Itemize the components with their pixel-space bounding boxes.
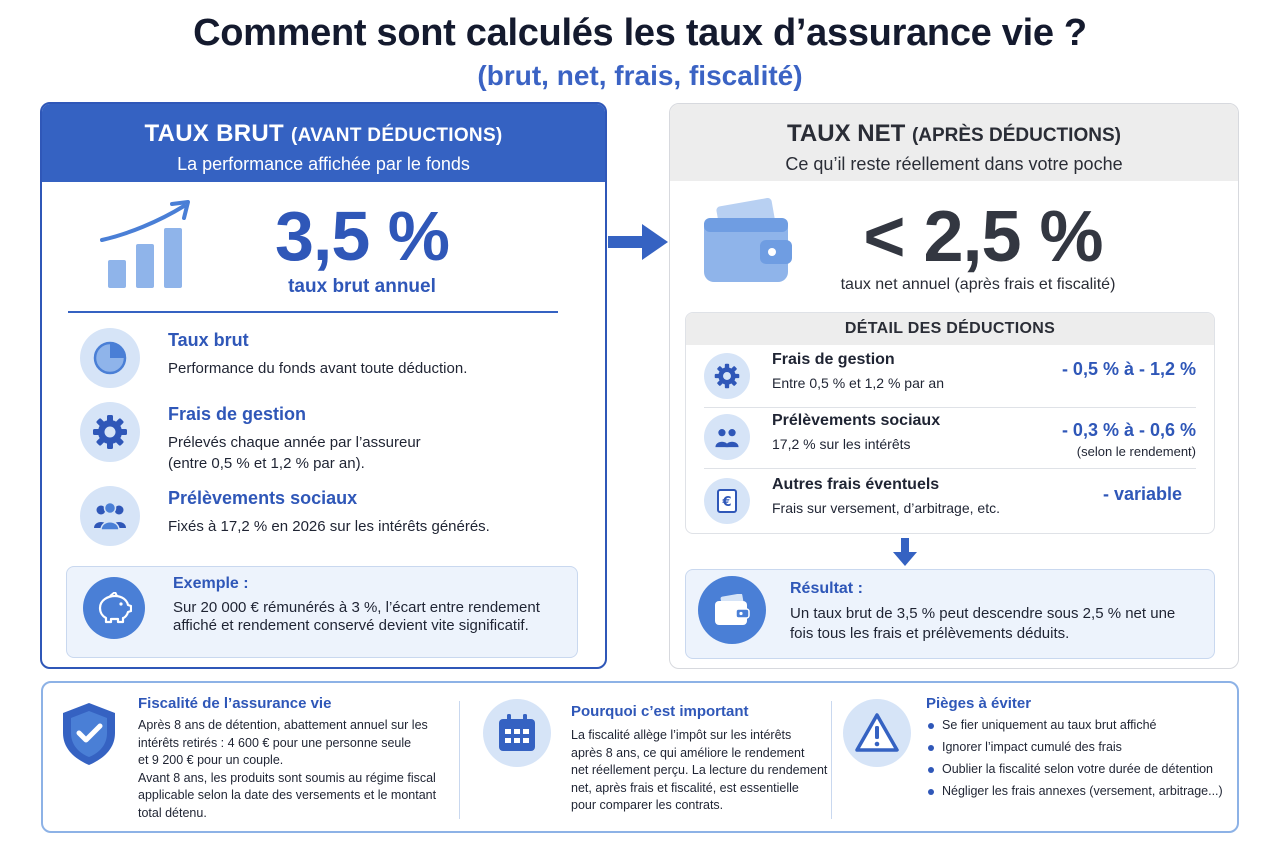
pie-chart-icon <box>92 340 128 376</box>
deduction-row-other-fees <box>704 474 1196 530</box>
calendar-icon <box>497 713 537 753</box>
text-line: intérêts retirés : 4 600 € pour une personne seule <box>138 735 412 750</box>
shield-check-icon <box>55 699 123 767</box>
taxation-text <box>138 717 436 822</box>
row-desc-line: (entre 0,5 % et 1,2 % par an). <box>168 455 365 472</box>
gross-rate-card <box>40 102 607 669</box>
pitfalls-column <box>831 683 1235 831</box>
text-line: Après 8 ans de détention, abattement annuel sur les <box>138 718 428 732</box>
deduction-value: - variable <box>1102 484 1182 504</box>
net-rate-heading-qualifier: (APRÈS DÉDUCTIONS) <box>911 125 1121 146</box>
taxation-column <box>43 683 458 831</box>
example-title: Exemple : <box>173 575 249 592</box>
text-line: et 9 200 € pour un couple. <box>138 753 284 767</box>
row-title: Taux brut <box>168 330 249 350</box>
wallet-icon <box>700 196 794 288</box>
gear-icon <box>92 414 128 450</box>
result-title: Résultat : <box>790 580 863 597</box>
importance-text <box>571 727 827 815</box>
text-line: après 8 ans, ce qui améliore le rendement <box>571 745 805 760</box>
deduction-row-management-fees <box>704 349 1196 405</box>
list-item: Se fier uniquement au taux brut affiché <box>926 717 1223 734</box>
text-line: pour comparer les contrats. <box>571 798 724 812</box>
gross-rate-header <box>42 104 605 182</box>
gross-rate-value: 3,5 % <box>275 197 449 275</box>
piggy-bank-icon <box>96 592 132 624</box>
pitfalls-list <box>926 717 1223 805</box>
net-rate-card <box>669 103 1239 669</box>
text-line: La fiscalité allège l’impôt sur les intérêts <box>571 728 792 742</box>
importance-title: Pourquoi c’est important <box>571 703 749 720</box>
text-line: total détenu. <box>138 805 207 820</box>
growth-chart-icon <box>98 198 194 294</box>
gross-rate-label: taux brut annuel <box>288 276 436 297</box>
gross-rate-subheading: La performance affichée par le fonds <box>177 154 470 174</box>
net-rate-value: < 2,5 % <box>863 197 1103 277</box>
bottom-info-panel <box>41 681 1239 833</box>
deduction-note: (selon le rendement) <box>1076 444 1196 459</box>
page-subtitle: (brut, net, frais, fiscalité) <box>477 60 803 91</box>
arrow-down-icon <box>892 538 918 568</box>
gear-icon <box>714 363 740 389</box>
result-desc: Un taux brut de 3,5 % peut descendre sous 2,5 % net une fois tous les frais et prélèvements déduits. <box>790 605 1176 642</box>
net-rate-heading: TAUX NET <box>787 120 906 147</box>
gross-rate-heading: TAUX BRUT <box>144 120 285 147</box>
deduction-row-social-charges <box>704 410 1196 466</box>
list-item: Oublier la fiscalité selon votre durée de détention <box>926 761 1223 778</box>
example-box <box>66 566 578 658</box>
divider <box>459 701 460 819</box>
net-rate-header <box>670 104 1238 181</box>
pitfalls-title: Pièges à éviter <box>926 695 1032 712</box>
people-icon <box>714 424 740 450</box>
deduction-desc: Entre 0,5 % et 1,2 % par an <box>772 375 944 391</box>
arrow-right-icon <box>608 222 668 262</box>
importance-column <box>471 683 831 831</box>
deduction-title: Frais de gestion <box>772 351 895 368</box>
deduction-title: Prélèvements sociaux <box>772 412 941 429</box>
row-desc-line: Prélevés chaque année par l’assureur <box>168 434 421 451</box>
people-icon <box>92 498 128 534</box>
deduction-title: Autres frais éventuels <box>772 476 940 493</box>
euro-document-icon <box>714 488 740 514</box>
text-line: applicable selon la date des versements et le montant <box>138 788 437 802</box>
deductions-detail <box>685 312 1215 534</box>
row-title: Frais de gestion <box>168 404 307 424</box>
page-title: Comment sont calculés les taux d’assurance vie ? <box>193 12 1087 54</box>
text-line: Avant 8 ans, les produits sont soumis au régime fiscal <box>138 770 436 785</box>
divider <box>704 468 1196 469</box>
example-desc: Sur 20 000 € rémunérés à 3 %, l’écart entre rendement affiché et rendement conservé devient vite significatif. <box>173 599 540 634</box>
gross-rate-heading-qualifier: (AVANT DÉDUCTIONS) <box>290 125 503 146</box>
list-item: Ignorer l’impact cumulé des frais <box>926 739 1223 756</box>
list-item: Négliger les frais annexes (versement, arbitrage...) <box>926 783 1223 800</box>
warning-icon <box>855 713 899 753</box>
deduction-desc: Frais sur versement, d’arbitrage, etc. <box>772 500 1000 516</box>
text-line: net réellement perçu. La lecture du rendement <box>571 763 828 777</box>
deductions-title: DÉTAIL DES DÉDUCTIONS <box>686 313 1214 345</box>
wallet-icon <box>714 594 750 626</box>
taxation-title: Fiscalité de l’assurance vie <box>138 695 332 712</box>
row-title: Prélèvements sociaux <box>168 488 358 508</box>
text-line: net, après frais et fiscalité, est essentielle <box>571 780 799 795</box>
result-box <box>685 569 1215 659</box>
row-desc: Fixés à 17,2 % en 2026 sur les intérêts générés. <box>168 518 490 535</box>
divider <box>704 407 1196 408</box>
deduction-value: - 0,3 % à - 0,6 % <box>1061 420 1196 440</box>
deduction-value: - 0,5 % à - 1,2 % <box>1061 359 1196 379</box>
net-rate-label: taux net annuel (après frais et fiscalité) <box>840 276 1116 293</box>
svg-text:€: € <box>722 495 732 510</box>
row-desc: Performance du fonds avant toute déduction. <box>168 360 468 377</box>
divider <box>68 311 558 313</box>
deduction-desc: 17,2 % sur les intérêts <box>772 436 911 452</box>
net-rate-subheading: Ce qu’il reste réellement dans votre poche <box>785 154 1123 174</box>
